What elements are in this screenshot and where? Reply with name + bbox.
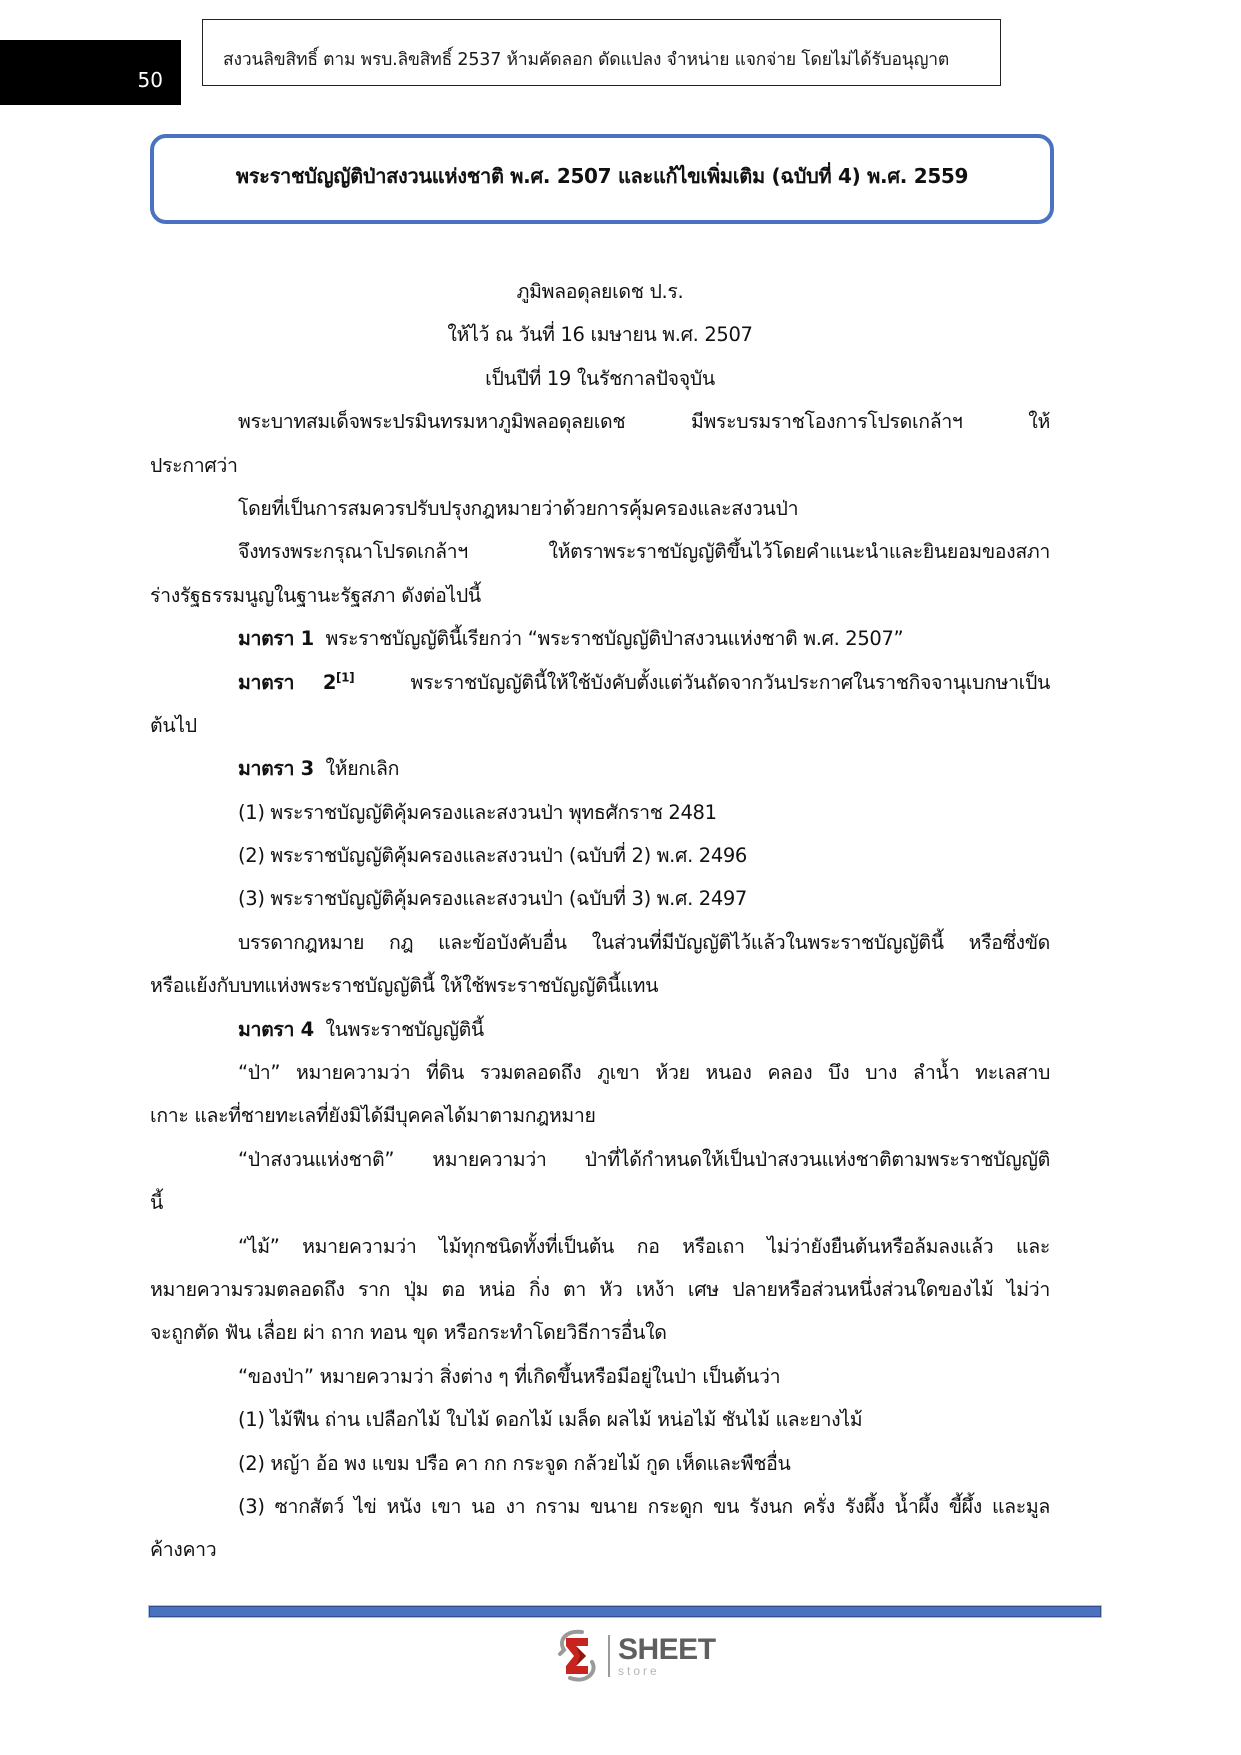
page-number-box — [0, 40, 181, 105]
section-3-text: ให้ยกเลิก — [325, 757, 400, 781]
logo-brand-text: SHEET — [618, 1633, 716, 1666]
king-name: ภูมิพลอดุลยเดช ป.ร. — [516, 280, 684, 303]
forest-product-item-1: (1) ไม้ฟืน ถ่าน เปลือกไม้ ใบไม้ ดอกไม้ เมล็ด ผลไม้ หน่อไม้ ชันไม้ และยางไม้ — [238, 1408, 863, 1432]
copyright-notice-box — [202, 19, 1001, 86]
footnote-ref-1[interactable]: [1] — [336, 670, 355, 685]
logo-sub-text: store — [618, 1664, 660, 1678]
forest-product-item-2: (2) หญ้า อ้อ พง แขม ปรือ คา กก กระจูด กล้วยไม้ กูด เห็ดและพืชอื่น — [238, 1451, 791, 1475]
section-3-closing-line-2: หรือแย้งกับบทแห่งพระราชบัญญัตินี้ ให้ใช้พระราชบัญญัตินี้แทน — [150, 974, 659, 998]
logo-wordmark — [618, 1635, 716, 1677]
document-title-box — [150, 134, 1054, 224]
repealed-act-3: (3) พระราชบัญญัติคุ้มครองและสงวนป่า (ฉบับที่ 3) พ.ศ. 2497 — [238, 887, 747, 911]
sheet-store-logo — [552, 1628, 716, 1684]
definition-wood-line-1: “ไม้” หมายความว่า ไม้ทุกชนิดทั้งที่เป็นต้น กอ หรือเถา ไม่ว่ายังยืนต้นหรือล้มลงแล้ว และ — [238, 1234, 1050, 1258]
footer-divider — [149, 1606, 1101, 1617]
given-date: ให้ไว้ ณ วันที่ 16 เมษายน พ.ศ. 2507 — [447, 323, 753, 347]
enactment-line-2: ร่างรัฐธรรมนูญในฐานะรัฐสภา ดังต่อไปนี้ — [150, 583, 481, 607]
section-3-closing-line-1: บรรดากฎหมาย กฎ และข้อบังคับอื่น ในส่วนที่มีบัญญัติไว้แล้วในพระราชบัญญัตินี้ หรือซึ่งขัด — [238, 930, 1050, 954]
section-4 — [150, 1008, 1050, 1051]
enactment-line-1: จึงทรงพระกรุณาโปรดเกล้าฯ ให้ตราพระราชบัญญัติขึ้นไว้โดยคำแนะนำและยินยอมของสภา — [238, 540, 1050, 564]
repealed-act-1: (1) พระราชบัญญัติคุ้มครองและสงวนป่า พุทธศักราช 2481 — [238, 800, 717, 824]
section-2-text: พระราชบัญญัตินี้ให้ใช้บังคับตั้งแต่วันถัดจากวันประกาศในราชกิจจานุเบกษาเป็น — [410, 670, 1050, 694]
definition-national-reserve-line-1: “ป่าสงวนแห่งชาติ” หมายความว่า ป่าที่ได้กำหนดให้เป็นป่าสงวนแห่งชาติตามพระราชบัญญัติ — [238, 1147, 1050, 1171]
section-2-line-2: ต้นไป — [150, 713, 197, 737]
definition-forest-line-1: “ป่า” หมายความว่า ที่ดิน รวมตลอดถึง ภูเขา ห้วย หนอง คลอง บึง บาง ลำน้ำ ทะเลสาบ — [238, 1061, 1050, 1085]
forest-product-item-3-line-2: ค้างคาว — [150, 1538, 217, 1562]
section-1-label: มาตรา 1 — [238, 627, 314, 651]
section-1 — [150, 617, 1050, 660]
section-3 — [150, 747, 1050, 790]
forest-product-item-3-line-1: (3) ซากสัตว์ ไข่ หนัง เขา นอ งา กราม ขนาย กระดูก ขน รังนก ครั่ง รังผึ้ง น้ำผึ้ง ขี้ผึ้ง และมูล — [238, 1494, 1050, 1518]
document-title: พระราชบัญญัติป่าสงวนแห่งชาติ พ.ศ. 2507 และแก้ไขเพิ่มเติม (ฉบับที่ 4) พ.ศ. 2559 — [235, 164, 969, 188]
definition-forest-products: “ของป่า” หมายความว่า สิ่งต่าง ๆ ที่เกิดขึ้นหรือมีอยู่ในป่า เป็นต้นว่า — [238, 1364, 781, 1388]
section-2-line-1 — [150, 661, 1050, 704]
section-3-label: มาตรา 3 — [238, 757, 314, 781]
section-4-text: ในพระราชบัญญัตินี้ — [325, 1017, 484, 1041]
definition-national-reserve-line-2: นี้ — [150, 1191, 163, 1215]
reason-paragraph: โดยที่เป็นการสมควรปรับปรุงกฎหมายว่าด้วยการคุ้มครองและสงวนป่า — [238, 496, 799, 520]
definition-wood-line-3: จะถูกตัด ฟัน เลื่อย ผ่า ถาก ทอน ขุด หรือกระทำโดยวิธีการอื่นใด — [150, 1321, 667, 1345]
repealed-act-2: (2) พระราชบัญญัติคุ้มครองและสงวนป่า (ฉบับที่ 2) พ.ศ. 2496 — [238, 844, 747, 868]
reign-year: เป็นปีที่ 19 ในรัชกาลปัจจุบัน — [485, 366, 715, 390]
page-number: 50 — [137, 67, 163, 92]
copyright-notice: สงวนลิขสิทธิ์ ตาม พรบ.ลิขสิทธิ์ 2537 ห้ามคัดลอก ดัดแปลง จำหน่าย แจกจ่าย โดยไม่ได้รับอนุญาต — [223, 49, 950, 70]
section-4-label: มาตรา 4 — [238, 1017, 314, 1041]
proclamation-line-2: ประกาศว่า — [150, 453, 238, 477]
definition-wood-line-2: หมายความรวมตลอดถึง ราก ปุ่ม ตอ หน่อ กิ่ง ตา หัว เหง้า เศษ ปลายหรือส่วนหนึ่งส่วนใดของไม้ ไม่ว่า — [150, 1277, 1050, 1301]
definition-forest-line-2: เกาะ และที่ชายทะเลที่ยังมิได้มีบุคคลได้มาตามกฎหมาย — [150, 1104, 596, 1128]
logo-divider — [608, 1635, 610, 1677]
section-1-text: พระราชบัญญัตินี้เรียกว่า “พระราชบัญญัติป่าสงวนแห่งชาติ พ.ศ. 2507” — [325, 627, 904, 651]
proclamation-line-1: พระบาทสมเด็จพระปรมินทรมหาภูมิพลอดุลยเดช มีพระบรมราชโองการโปรดเกล้าฯ ให้ — [238, 410, 1050, 434]
document-body — [150, 270, 1050, 1572]
section-2-label: มาตรา 2 — [238, 670, 337, 694]
sheet-store-s-icon — [552, 1628, 604, 1684]
